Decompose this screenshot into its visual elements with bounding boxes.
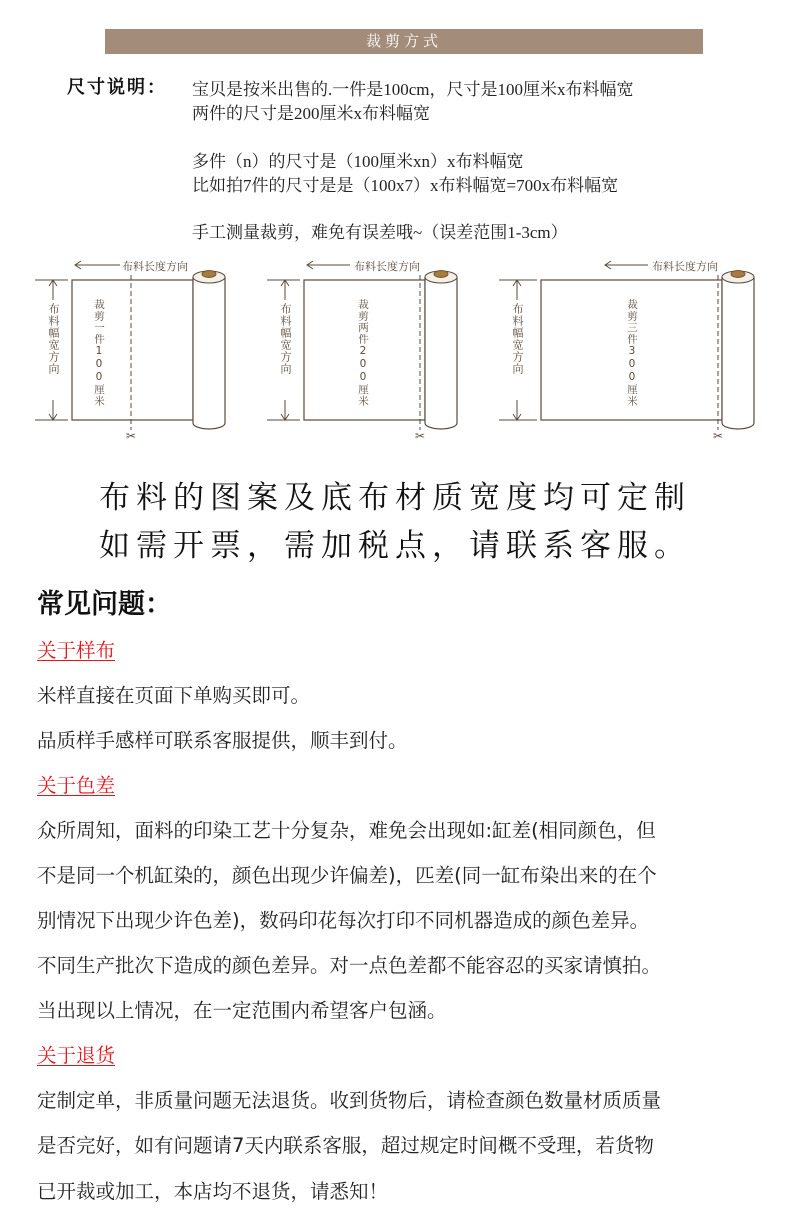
- cut-amount-label: 裁剪三件300厘米: [626, 299, 638, 407]
- size-info-line: 宝贝是按米出售的.一件是100cm，尺寸是100厘米x布料幅宽: [192, 80, 634, 99]
- faq-title: 常见问题：: [37, 589, 172, 620]
- faq-text: 当出现以上情况，在一定范围内希望客户包涵。: [37, 999, 447, 1022]
- length-direction-label: 布料长度方向: [122, 260, 188, 273]
- width-direction-label: 布料幅宽方向: [47, 303, 60, 375]
- faq-text: 不是同一个机缸染的，颜色出现少许偏差)，匹差(同一缸布染出来的在个: [37, 864, 657, 887]
- scissors-icon: ✂: [414, 429, 426, 443]
- fabric-roll: [193, 277, 225, 429]
- length-direction-label: 布料长度方向: [652, 260, 718, 273]
- width-direction-label: 布料幅宽方向: [511, 303, 524, 375]
- faq-heading-samples: 关于样布: [37, 639, 116, 662]
- length-direction-label: 布料长度方向: [354, 260, 420, 273]
- faq-text: 不同生产批次下造成的颜色差异。对一点色差都不能容忍的买家请慎拍。: [37, 954, 662, 977]
- roll-core: [731, 271, 745, 278]
- roll-core: [434, 271, 448, 278]
- faq-heading-returns: 关于退货: [37, 1044, 116, 1067]
- faq-text: 众所周知，面料的印染工艺十分复杂，难免会出现如:缸差(相同颜色，但: [37, 819, 656, 842]
- fabric-sheet: [72, 280, 193, 420]
- faq-text: 是否完好，如有问题请7天内联系客服，超过规定时间概不受理，若货物: [37, 1134, 654, 1157]
- fabric-roll: [722, 277, 754, 429]
- faq-text: 已开裁或加工，本店均不退货，请悉知！: [37, 1180, 389, 1203]
- section-banner-cutting-method: 裁剪方式: [105, 29, 703, 54]
- faq-text: 品质样手感样可联系客服提供，顺丰到付。: [37, 729, 408, 752]
- scissors-icon: ✂: [712, 429, 724, 443]
- faq-text: 米样直接在页面下单购买即可。: [37, 684, 311, 707]
- size-info-label: 尺寸说明：: [67, 77, 167, 98]
- cut-amount-label: 裁剪一件100厘米: [93, 299, 105, 407]
- width-direction-label: 布料幅宽方向: [279, 303, 292, 375]
- fabric-roll: [425, 277, 457, 429]
- faq-heading-color-difference: 关于色差: [37, 774, 116, 797]
- size-info-line: 两件的尺寸是200厘米x布料幅宽: [192, 104, 430, 123]
- scissors-icon: ✂: [125, 429, 137, 443]
- cutting-diagrams: [0, 250, 790, 450]
- size-info-line: 比如拍7件的尺寸是是（100x7）x布料幅宽=700x布料幅宽: [192, 176, 619, 195]
- faq-text: 定制定单，非质量问题无法退货。收到货物后，请检查颜色数量材质质量: [37, 1089, 662, 1112]
- invoice-notice: 如需开票，需加税点，请联系客服。: [99, 528, 691, 564]
- customization-notice: 布料的图案及底布材质宽度均可定制: [99, 480, 691, 516]
- cut-amount-label: 裁剪两件200厘米: [357, 299, 369, 407]
- size-info-line: 多件（n）的尺寸是（100厘米xn）x布料幅宽: [192, 152, 524, 171]
- roll-core: [202, 271, 216, 278]
- size-info-line: 手工测量裁剪，难免有误差哦~（误差范围1-3cm）: [192, 223, 568, 242]
- faq-text: 别情况下出现少许色差)，数码印花每次打印不同机器造成的颜色差异。: [37, 909, 650, 932]
